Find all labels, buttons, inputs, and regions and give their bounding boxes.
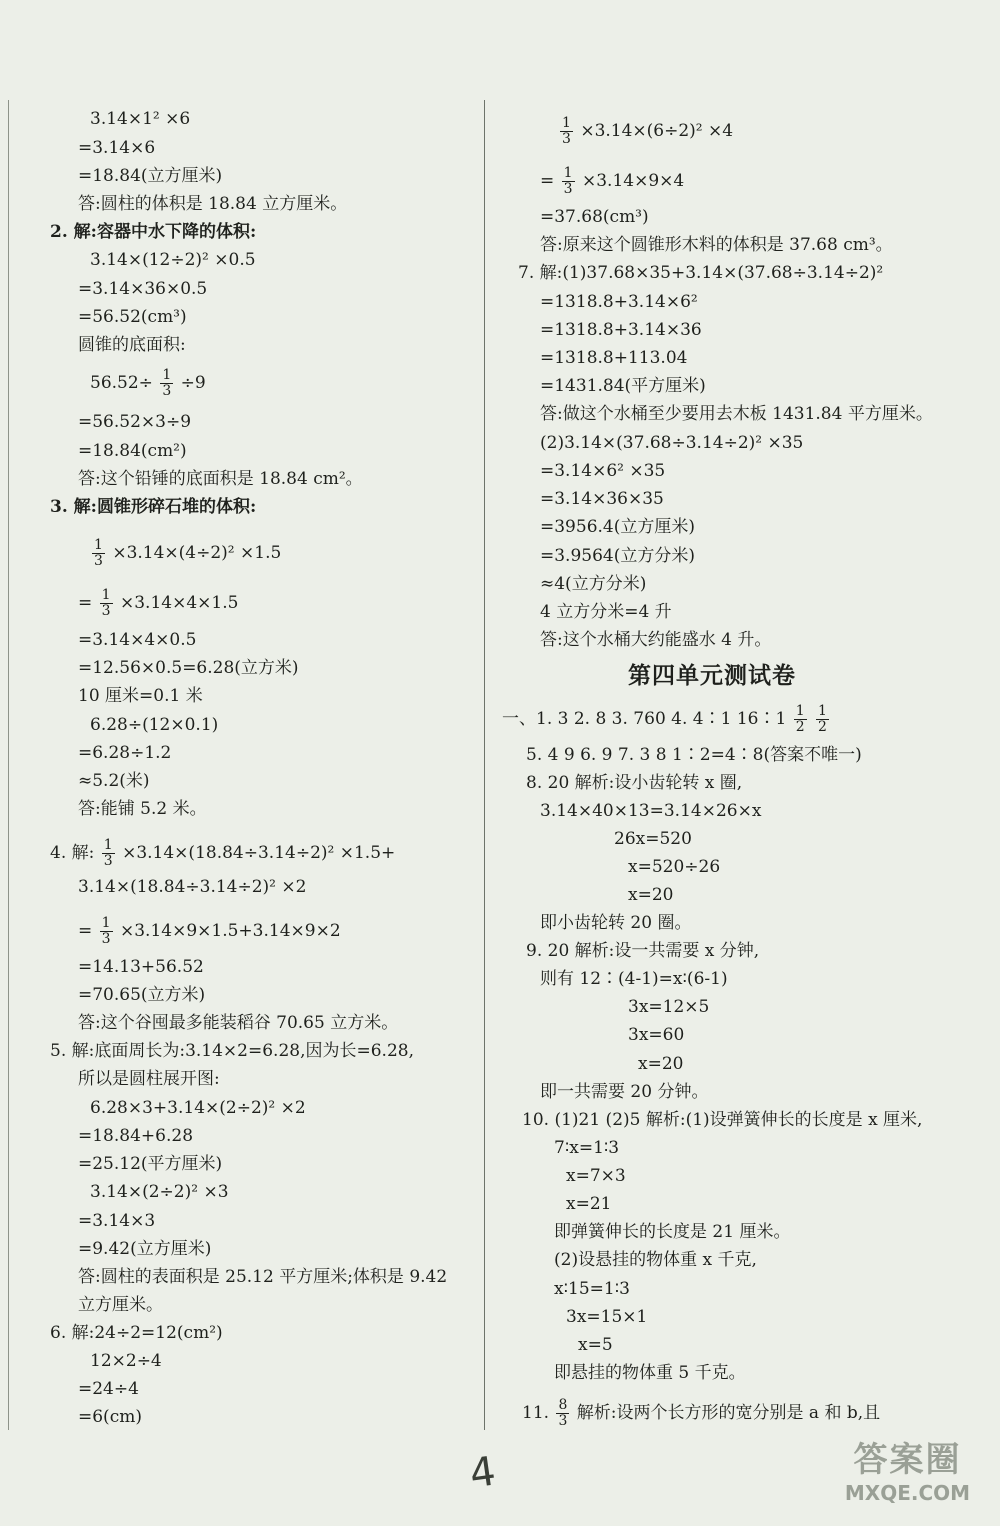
page-number: 4 bbox=[466, 1448, 499, 1498]
right-column-line: 4 立方分米=4 升 bbox=[540, 602, 672, 622]
watermark-url: MXQE.COM bbox=[844, 1481, 971, 1505]
left-column-line: =56.52(cm³) bbox=[78, 307, 187, 327]
right-column-line: x=5 bbox=[578, 1335, 613, 1355]
left-column-line: =18.84(立方厘米) bbox=[78, 166, 223, 186]
left-column-line: 3.14×(12÷2)² ×0.5 bbox=[90, 250, 256, 270]
left-column-line: =14.13+56.52 bbox=[78, 957, 204, 977]
left-column-line: =56.52×3÷9 bbox=[78, 412, 192, 432]
right-column-line: (2)3.14×(37.68÷3.14÷2)² ×35 bbox=[540, 433, 804, 453]
left-column-line: 3. 解:圆锥形碎石堆的体积: bbox=[50, 497, 257, 517]
left-column-line: =18.84(cm²) bbox=[78, 441, 187, 461]
left-column-line: = $\frac{1}{3}$ ×3.14×4×1.5 bbox=[78, 587, 239, 619]
left-column-line: 答:这个谷囤最多能装稻谷 70.65 立方米。 bbox=[78, 1013, 399, 1033]
right-column-line: 26x=520 bbox=[614, 829, 692, 849]
right-column-line: ≈4(立方分米) bbox=[540, 574, 647, 594]
right-column-line: 8. 20 解析:设小齿轮转 x 圈, bbox=[526, 773, 743, 793]
left-column-line: =25.12(平方厘米) bbox=[78, 1154, 223, 1174]
right-column-line: 7∶x=1∶3 bbox=[554, 1138, 620, 1158]
right-column-line: $\frac{1}{3}$ ×3.14×(6÷2)² ×4 bbox=[562, 115, 734, 147]
left-column-line: 56.52÷ $\frac{1}{3}$ ÷9 bbox=[90, 367, 206, 399]
left-column-line: $\frac{1}{3}$ ×3.14×(4÷2)² ×1.5 bbox=[94, 537, 282, 569]
right-column-line: x=21 bbox=[566, 1194, 612, 1214]
left-column-line: 答:能铺 5.2 米。 bbox=[78, 799, 207, 819]
left-column-line: 4. 解: $\frac{1}{3}$ ×3.14×(18.84÷3.14÷2)² ×1.5+ bbox=[50, 837, 396, 869]
section-title: 第四单元测试卷 bbox=[628, 662, 796, 689]
left-column-line: =70.65(立方米) bbox=[78, 985, 206, 1005]
left-column-line: 5. 解:底面周长为:3.14×2=6.28,因为长=6.28, bbox=[50, 1041, 414, 1061]
right-column-line: 即悬挂的物体重 5 千克。 bbox=[554, 1363, 746, 1383]
left-column-line: ≈5.2(米) bbox=[78, 771, 150, 791]
left-column-line: = $\frac{1}{3}$ ×3.14×9×1.5+3.14×9×2 bbox=[78, 915, 341, 947]
left-column-line: 6.28÷(12×0.1) bbox=[90, 715, 219, 735]
right-column-line: =37.68(cm³) bbox=[540, 207, 649, 227]
right-column-line: 11. $\frac{8}{3}$ 解析:设两个长方形的宽分别是 a 和 b,且 bbox=[522, 1397, 881, 1429]
right-column-line: x=20 bbox=[628, 885, 674, 905]
right-column-line: x=520÷26 bbox=[628, 857, 721, 877]
right-column-line: x∶15=1∶3 bbox=[554, 1279, 630, 1299]
right-column-line: 则有 12∶(4-1)=x∶(6-1) bbox=[540, 969, 728, 989]
left-column-line: =18.84+6.28 bbox=[78, 1126, 194, 1146]
right-column-line: =1318.8+113.04 bbox=[540, 348, 688, 368]
left-column-line: 6. 解:24÷2=12(cm²) bbox=[50, 1323, 223, 1343]
right-column-line: =3.14×36×35 bbox=[540, 489, 664, 509]
left-column-line: 所以是圆柱展开图: bbox=[78, 1069, 220, 1089]
left-column-line: 答:圆柱的体积是 18.84 立方厘米。 bbox=[78, 194, 348, 214]
right-column-line: 5. 4 9 6. 9 7. 3 8 1∶2=4∶8(答案不唯一) bbox=[526, 745, 862, 765]
right-column-line: x=20 bbox=[638, 1054, 684, 1074]
watermark-title: 答案圈 bbox=[853, 1440, 962, 1480]
right-column-line: = $\frac{1}{3}$ ×3.14×9×4 bbox=[540, 165, 685, 197]
right-column-line: 答:做这个水桶至少要用去木板 1431.84 平方厘米。 bbox=[540, 404, 933, 424]
right-column-line: =3.9564(立方分米) bbox=[540, 546, 695, 566]
left-column-line: =3.14×6 bbox=[78, 138, 156, 158]
right-column-line: =3956.4(立方厘米) bbox=[540, 517, 695, 537]
right-column-line: 7. 解:(1)37.68×35+3.14×(37.68÷3.14÷2)² bbox=[518, 263, 884, 283]
right-column-line: =1318.8+3.14×36 bbox=[540, 320, 702, 340]
right-column-line: 3x=15×1 bbox=[566, 1307, 648, 1327]
left-column-line: 答:圆柱的表面积是 25.12 平方厘米;体积是 9.42 bbox=[78, 1267, 448, 1287]
left-column-line: 12×2÷4 bbox=[90, 1351, 162, 1371]
left-column-line: 10 厘米=0.1 米 bbox=[78, 686, 203, 706]
right-column-line: 一、1. 3 2. 8 3. 760 4. 4∶1 16∶1 $\frac{1}{2}$ $\frac{1}{2}$ bbox=[502, 703, 827, 735]
page-edge-line bbox=[8, 100, 9, 1430]
right-column-line: 即小齿轮转 20 圈。 bbox=[540, 913, 692, 933]
left-column-line: =24÷4 bbox=[78, 1379, 139, 1399]
right-column-line: x=7×3 bbox=[566, 1166, 626, 1186]
right-column-line: 答:这个水桶大约能盛水 4 升。 bbox=[540, 630, 772, 650]
left-column-line: 3.14×1² ×6 bbox=[90, 109, 191, 129]
left-column-line: 圆锥的底面积: bbox=[78, 335, 186, 355]
left-column-line: 3.14×(18.84÷3.14÷2)² ×2 bbox=[78, 877, 307, 897]
left-column-line: 答:这个铅锤的底面积是 18.84 cm²。 bbox=[78, 469, 363, 489]
right-column-line: 即弹簧伸长的长度是 21 厘米。 bbox=[554, 1222, 791, 1242]
right-column-line: (2)设悬挂的物体重 x 千克, bbox=[554, 1250, 757, 1270]
right-column-line: 3x=12×5 bbox=[628, 997, 710, 1017]
watermark-logo bbox=[820, 1432, 995, 1522]
right-column-line: =1431.84(平方厘米) bbox=[540, 376, 706, 396]
right-column-line: 3.14×40×13=3.14×26×x bbox=[540, 801, 762, 821]
right-column-line: =3.14×6² ×35 bbox=[540, 461, 666, 481]
right-column-line: =1318.8+3.14×6² bbox=[540, 292, 698, 312]
left-column-line: =3.14×36×0.5 bbox=[78, 279, 208, 299]
left-column-line: 3.14×(2÷2)² ×3 bbox=[90, 1182, 229, 1202]
left-column-line: =3.14×3 bbox=[78, 1211, 156, 1231]
right-column-line: 10. (1)21 (2)5 解析:(1)设弹簧伸长的长度是 x 厘米, bbox=[522, 1110, 923, 1130]
right-column-line: 9. 20 解析:设一共需要 x 分钟, bbox=[526, 941, 760, 961]
left-column-line: =6(cm) bbox=[78, 1407, 142, 1427]
right-column-line: 即一共需要 20 分钟。 bbox=[540, 1082, 709, 1102]
left-column-line: 2. 解:容器中水下降的体积: bbox=[50, 222, 257, 242]
left-column-line: =9.42(立方厘米) bbox=[78, 1239, 212, 1259]
right-column-line: 3x=60 bbox=[628, 1025, 685, 1045]
right-column-line: 答:原来这个圆锥形木料的体积是 37.68 cm³。 bbox=[540, 235, 893, 255]
left-column-line: =3.14×4×0.5 bbox=[78, 630, 197, 650]
left-column-line: 立方厘米。 bbox=[78, 1295, 163, 1315]
left-column-line: =6.28÷1.2 bbox=[78, 743, 172, 763]
column-divider bbox=[484, 100, 485, 1430]
left-column-line: 6.28×3+3.14×(2÷2)² ×2 bbox=[90, 1098, 306, 1118]
left-column-line: =12.56×0.5=6.28(立方米) bbox=[78, 658, 299, 678]
